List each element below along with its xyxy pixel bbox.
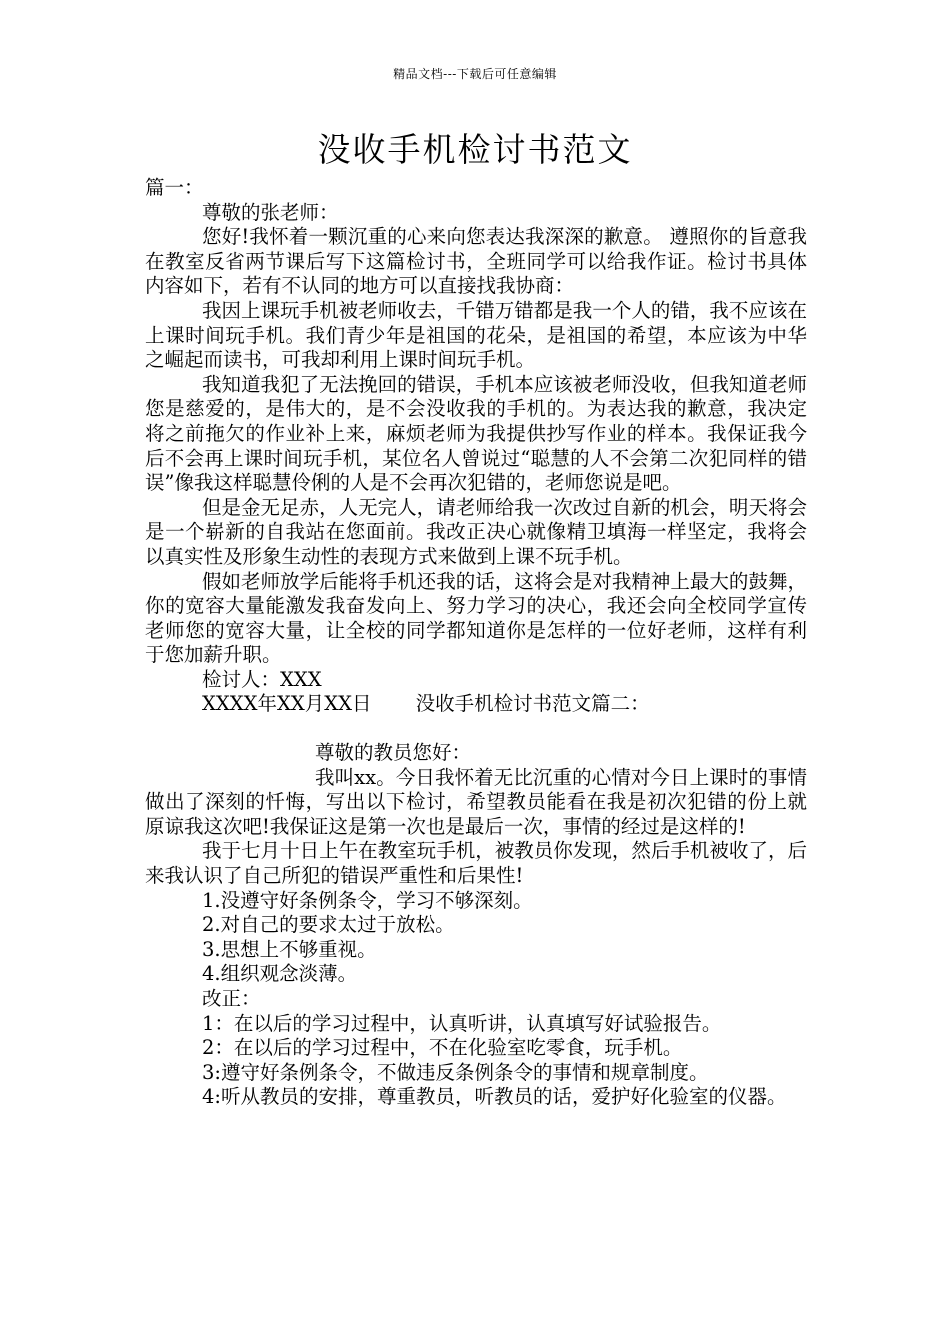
part1-paragraph: 您好!我怀着一颗沉重的心来向您表达我深深的歉意。 遵照你的旨意我在教室反省两节课后写下这篇检讨书，全班同学可以给我作证。检讨书具体内容如下，若有不认同的地方可以直接找我协商： xyxy=(145,225,807,298)
fault-item: 3.思想上不够重视。 xyxy=(202,937,377,961)
fault-item: 1.没遵守好条例条令，学习不够深刻。 xyxy=(202,888,533,912)
page-header: 精品文档---下载后可任意编辑 xyxy=(393,67,557,81)
date-row xyxy=(145,692,807,717)
fix-label: 改正： xyxy=(202,987,261,1010)
part1-paragraph: 假如老师放学后能将手机还我的话，这将会是对我精神上最大的鼓舞，你的宽容大量能激发我奋发向上、努力学习的决心，我还会向全校同学宣传老师您的宽容大量，让全校的同学都知道你是怎样的一位好老师，这样有利于您加薪升职。 xyxy=(145,569,807,667)
part2-paragraph: 我叫xx。今日我怀着无比沉重的心情对今日上课时的事情做出了深刻的忏悔，写出以下检讨，希望教员能看在我是初次犯错的份上就原谅我这次吧!我保证这是第一次也是最后一次，事情的经过是这样的! xyxy=(145,765,807,838)
fault-item: 4.组织观念淡薄。 xyxy=(202,962,358,986)
document-body xyxy=(145,176,807,1110)
part1-salutation: 尊敬的张老师： xyxy=(202,200,339,224)
part1-paragraph: 我知道我犯了无法挽回的错误，手机本应该被老师没收，但我知道老师您是慈爱的，是伟大的，是不会没收我的手机的。为表达我的歉意，我决定将之前拖欠的作业补上来，麻烦老师为我提供抄写作业的样本。我保证我今后不会再上课时间玩手机，某位名人曾说过“聪慧的人不会第二次犯同样的错误”像我这样聪慧伶俐的人是不会再次犯错的，老师您说是吧。 xyxy=(145,372,807,495)
fix-item: 1：在以后的学习过程中，认真听讲，认真填写好试验报告。 xyxy=(202,1011,722,1035)
part1-signer: 检讨人：XXX xyxy=(202,667,322,691)
fix-item: 3:遵守好条例条令，不做违反条例条令的事情和规章制度。 xyxy=(202,1060,709,1084)
fix-item: 2：在以后的学习过程中，不在化验室吃零食，玩手机。 xyxy=(202,1036,683,1060)
document-title: 没收手机检讨书范文 xyxy=(317,130,633,169)
blank-line xyxy=(145,717,807,741)
fault-item: 2.对自己的要求太过于放松。 xyxy=(202,913,455,937)
fix-item: 4:听从教员的安排，尊重教员，听教员的话，爱护好化验室的仪器。 xyxy=(202,1085,787,1109)
part2-paragraph: 我于七月十日上午在教室玩手机，被教员你发现，然后手机被收了，后来我认识了自己所犯的错误严重性和后果性! xyxy=(145,839,807,888)
part1-paragraph: 但是金无足赤，人无完人，请老师给我一次改过自新的机会，明天将会是一个崭新的自我站在您面前。我改正决心就像精卫填海一样坚定，我将会以真实性及形象生动性的表现方式来做到上课不玩手机。 xyxy=(145,495,807,568)
part1-label: 篇一： xyxy=(145,176,204,199)
part1-paragraph: 我因上课玩手机被老师收去，千错万错都是我一个人的错，我不应该在上课时间玩手机。我们青少年是祖国的花朵，是祖国的希望，本应该为中华之崛起而读书，可我却利用上课时间玩手机。 xyxy=(145,298,807,372)
part1-date: XXXX年XX月XX日 xyxy=(202,692,372,716)
part2-heading: 没收手机检讨书范文篇二： xyxy=(415,692,650,716)
part2-salutation: 尊敬的教员您好： xyxy=(315,741,472,765)
